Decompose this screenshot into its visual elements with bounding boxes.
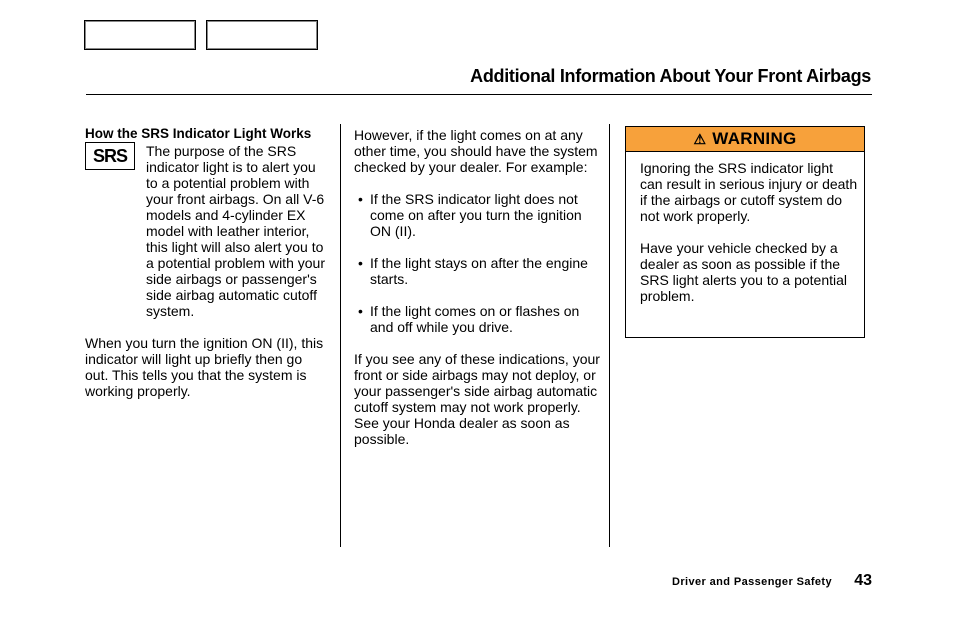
warning-body: [626, 152, 864, 304]
bullet-icon: •: [358, 191, 363, 207]
bullet-icon: •: [358, 255, 363, 271]
title-divider: [86, 94, 872, 95]
page-number: 43: [854, 572, 872, 589]
section-heading: How the SRS Indicator Light Works: [85, 126, 312, 141]
paragraph: Ignoring the SRS indicator light can result in serious injury or death if the airbags or cutoff system do not work properly.: [640, 160, 858, 224]
column-srs-indicator: [85, 126, 329, 399]
paragraph: However, if the light comes on at any other time, you should have the system checked by your dealer. For example:: [354, 127, 598, 175]
paragraph: When you turn the ignition ON (II), this indicator will light up briefly then go out. This tells you that the system is working properly.: [85, 335, 324, 399]
page-title: Additional Information About Your Front Airbags: [470, 66, 871, 86]
column-divider: [609, 124, 610, 547]
nav-button-previous[interactable]: [84, 20, 196, 50]
column-light-conditions: [354, 127, 604, 447]
warning-header: [626, 127, 864, 152]
paragraph: If you see any of these indications, your front or side airbags may not deploy, or your passenger's side airbag automatic cutoff system may not work properly. See your Honda dealer as soon as possible.: [354, 351, 600, 447]
footer-section-name: Driver and Passenger Safety: [672, 576, 832, 588]
list-item: • If the light stays on after the engine starts.: [358, 255, 588, 287]
list-item: • If the light comes on or flashes on and off while you drive.: [358, 303, 580, 335]
srs-indicator-icon: SRS: [85, 142, 135, 170]
list-item: • If the SRS indicator light does not come on after you turn the ignition ON (II).: [358, 191, 582, 239]
paragraph: The purpose of the SRS indicator light is to alert you to a potential problem with your front airbags. On all V-6 models and 4-cylinder EX model with leather interior, this light will also alert you to a potential problem with your side airbags or passenger's side airbag automatic cutoff system.: [146, 143, 325, 319]
warning-title: WARNING: [712, 129, 797, 148]
column-divider: [340, 124, 341, 547]
bullet-icon: •: [358, 303, 363, 319]
warning-box: [625, 126, 865, 338]
paragraph: Have your vehicle checked by a dealer as soon as possible if the SRS light alerts you to a potential problem.: [640, 240, 848, 304]
warning-triangle-icon: ⚠: [693, 130, 707, 147]
nav-button-next[interactable]: [206, 20, 318, 50]
